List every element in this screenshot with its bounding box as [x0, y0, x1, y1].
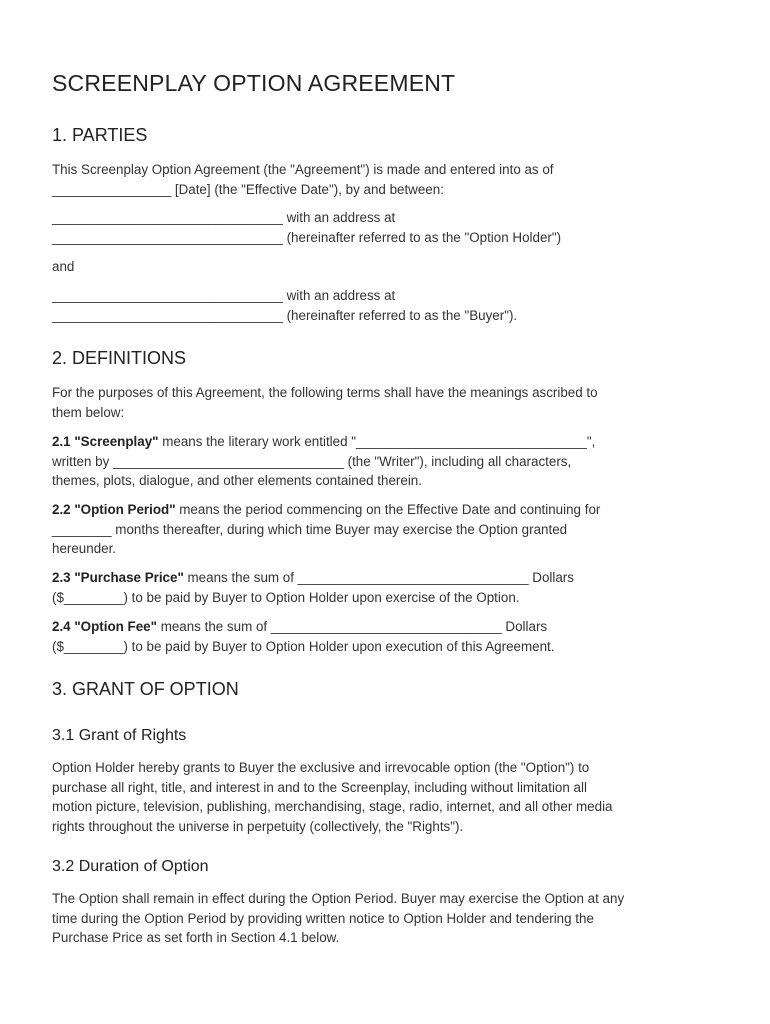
text-line: rights throughout the universe in perpetuity (collectively, the "Rights").	[52, 818, 464, 834]
text-line: and	[52, 259, 75, 274]
text-line: motion picture, television, publishing, merchandising, stage, radio, internet, and all other media	[52, 799, 613, 814]
text-line	[52, 617, 722, 637]
definition-label: 2.1 "Screenplay"	[52, 434, 159, 449]
definition-text: means the sum of _______________________________ Dollars	[183, 570, 574, 585]
text-line	[52, 500, 722, 520]
text-line	[52, 568, 722, 588]
definition-text: means the literary work entitled "_______________________________",	[158, 434, 596, 449]
section-heading-definitions: 2. DEFINITIONS	[52, 348, 187, 368]
grant-of-rights-paragraph	[52, 758, 722, 836]
text-line: _______________________________ with an address at	[52, 288, 396, 303]
text-line: _______________________________ (hereinafter referred to as the "Buyer").	[52, 307, 518, 323]
text-line: _______________________________ with an address at	[52, 210, 396, 225]
text-line: time during the Option Period by providing written notice to Option Holder and tendering the	[52, 910, 594, 926]
definition-label: 2.3 "Purchase Price"	[52, 570, 184, 585]
definition-text: means the period commencing on the Effective Date and continuing for	[175, 502, 601, 517]
text-line: Option Holder hereby grants to Buyer the exclusive and irrevocable option (the "Option") to	[52, 760, 590, 775]
parties-intro-paragraph	[52, 160, 722, 199]
section-heading-grant-of-option: 3. GRANT OF OPTION	[52, 679, 239, 699]
definition-label: 2.4 "Option Fee"	[52, 619, 157, 634]
text-line: For the purposes of this Agreement, the following terms shall have the meanings ascribed to	[52, 385, 598, 400]
text-line: Purchase Price as set forth in Section 4.1 below.	[52, 930, 340, 945]
definition-option-period	[52, 500, 722, 559]
section-heading-parties: 1. PARTIES	[52, 125, 148, 145]
text-line: them below:	[52, 404, 125, 420]
party-option-holder-paragraph	[52, 208, 722, 247]
text-line: purchase all right, title, and interest in and to the Screenplay, including without limitation all	[52, 779, 587, 795]
text-line: hereunder.	[52, 541, 117, 556]
text-line	[52, 432, 722, 452]
text-line: This Screenplay Option Agreement (the "Agreement") is made and entered into as of	[52, 162, 554, 177]
definition-text: means the sum of _______________________________ Dollars	[156, 619, 548, 634]
text-line: ________________ [Date] (the "Effective Date"), by and between:	[52, 181, 444, 197]
and-paragraph	[52, 257, 722, 277]
text-line: The Option shall remain in effect during the Option Period. Buyer may exercise the Option at any	[52, 891, 625, 906]
definitions-intro-paragraph	[52, 383, 722, 422]
text-line: ________ months thereafter, during which time Buyer may exercise the Option granted	[52, 521, 568, 537]
document-title: SCREENPLAY OPTION AGREEMENT	[52, 70, 456, 96]
text-line: ($________) to be paid by Buyer to Option Holder upon execution of this Agreement.	[52, 638, 555, 654]
definition-label: 2.2 "Option Period"	[52, 502, 176, 517]
duration-of-option-paragraph	[52, 889, 722, 948]
text-line: ($________) to be paid by Buyer to Option Holder upon exercise of the Option.	[52, 589, 520, 605]
subsection-heading-duration-of-option: 3.2 Duration of Option	[52, 858, 209, 875]
text-line: themes, plots, dialogue, and other elements contained therein.	[52, 473, 422, 488]
text-line: _______________________________ (hereinafter referred to as the "Option Holder")	[52, 229, 562, 245]
definition-screenplay	[52, 432, 722, 491]
text-line: written by _______________________________ (the "Writer"), including all characters,	[52, 453, 572, 469]
subsection-heading-grant-of-rights: 3.1 Grant of Rights	[52, 727, 187, 744]
definition-option-fee	[52, 617, 722, 656]
definition-purchase-price	[52, 568, 722, 607]
party-buyer-paragraph	[52, 286, 722, 325]
